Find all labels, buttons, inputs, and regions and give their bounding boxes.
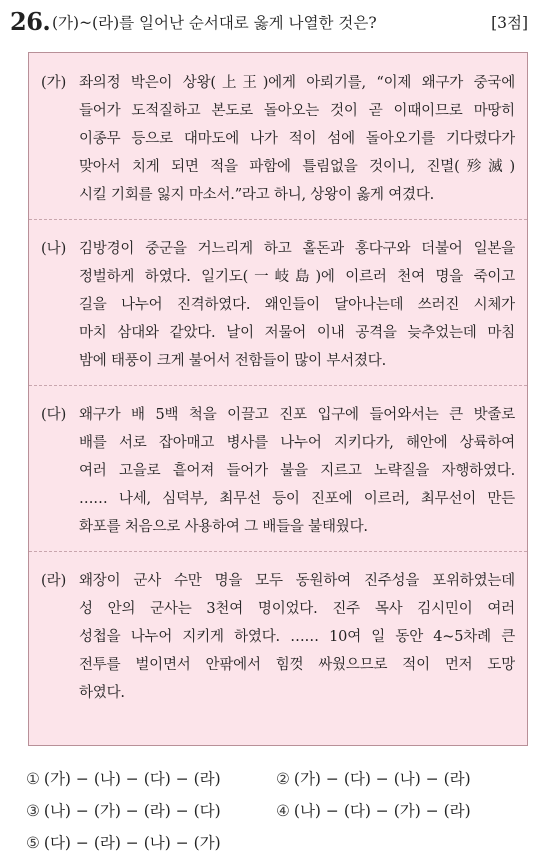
choice-2[interactable]: [276, 766, 471, 792]
choice-1[interactable]: [26, 766, 221, 792]
choice-5[interactable]: [26, 830, 221, 856]
passage-line: 전투를 벌이면서 안팎에서 힘껏 싸웠으므로 적이 먼저 도망: [79, 657, 515, 673]
passage-line: 성 안의 군사는 3천여 명이었다. 진주 목사 김시민이 여러: [79, 601, 515, 617]
choice-text: (가) − (다) − (나) − (라): [293, 770, 471, 788]
passage-line: 들어가 도적질하고 본도로 돌아오는 것이 곧 이때이므로 마땅히: [79, 103, 515, 119]
question-header: [10, 8, 530, 36]
passage-ra: [41, 567, 515, 707]
passage-divider: [29, 385, 527, 386]
question-prompt: (가)~(라)를 일어난 순서대로 옳게 나열한 것은?: [52, 14, 377, 32]
choice-number: ②: [276, 770, 290, 788]
passage-line: 왜장이 군사 수만 명을 모두 동원하여 진주성을 포위하였는데: [79, 573, 515, 589]
choice-text: (나) − (다) − (가) − (라): [293, 802, 471, 820]
passage-line: 길을 나누어 진격하였다. 왜인들이 달아나는데 쓰러진 시체가: [79, 297, 515, 313]
passage-line: 시킬 기회를 잃지 마소서.”라고 하니, 상왕이 옳게 여겼다.: [79, 187, 435, 203]
passage-line: …… 나세, 심덕부, 최무선 등이 진포에 이르러, 최무선이 만든: [79, 491, 515, 507]
passage-line: 정벌하게 하였다. 일기도(一岐島)에 이르러 천여 명을 죽이고: [79, 269, 515, 285]
choice-4[interactable]: [276, 798, 471, 824]
choice-number: ⑤: [26, 834, 40, 852]
passage-line: 맞아서 치게 되면 적을 파함에 틀림없을 것이니, 진멸(殄滅): [79, 159, 515, 175]
question-points: [3점]: [491, 14, 528, 32]
passage-line: 김방경이 중군을 거느리게 하고 홀돈과 홍다구와 더불어 일본을: [79, 241, 515, 257]
choice-text: (다) − (라) − (나) − (가): [43, 834, 221, 852]
passage-tag: (나): [41, 241, 67, 257]
passage-line: 화포를 처음으로 사용하여 그 배들을 불태웠다.: [79, 519, 368, 535]
choice-text: (나) − (가) − (라) − (다): [43, 802, 221, 820]
passage-line: 좌의정 박은이 상왕(上王)에게 아뢰기를, “이제 왜구가 중국에: [79, 75, 515, 91]
passage-da: [41, 401, 515, 541]
choice-number: ③: [26, 802, 40, 820]
choice-number: ①: [26, 770, 40, 788]
passage-tag: (다): [41, 407, 67, 423]
passage-na: [41, 235, 515, 375]
passage-line: 밤에 태풍이 크게 불어서 전함들이 많이 부서졌다.: [79, 353, 387, 369]
passage-line: 마치 삼대와 같았다. 날이 저물어 이내 공격을 늦추었는데 마침: [79, 325, 515, 341]
passage-line: 배를 서로 잡아매고 병사를 나누어 지키다가, 해안에 상륙하여: [79, 435, 515, 451]
passage-line: 하였다.: [79, 685, 125, 701]
question-number: 26.: [10, 7, 51, 36]
passage-divider: [29, 219, 527, 220]
choice-text: (가) − (나) − (다) − (라): [43, 770, 221, 788]
passage-ga: [41, 69, 515, 209]
passage-line: 이종무 등으로 대마도에 나가 적이 섬에 돌아오기를 기다렸다가: [79, 131, 515, 147]
passage-line: 왜구가 배 5백 척을 이끌고 진포 입구에 들어와서는 큰 밧줄로: [79, 407, 515, 423]
passage-divider: [29, 551, 527, 552]
choice-number: ④: [276, 802, 290, 820]
passage-box: [28, 52, 528, 746]
passage-line: 여러 고을로 흩어져 들어가 불을 지르고 노략질을 자행하였다.: [79, 463, 515, 479]
passage-tag: (라): [41, 573, 67, 589]
passage-line: 성첩을 나누어 지키게 하였다. …… 10여 일 동안 4~5차례 큰: [79, 629, 515, 645]
passage-tag: (가): [41, 75, 67, 91]
choice-3[interactable]: [26, 798, 221, 824]
